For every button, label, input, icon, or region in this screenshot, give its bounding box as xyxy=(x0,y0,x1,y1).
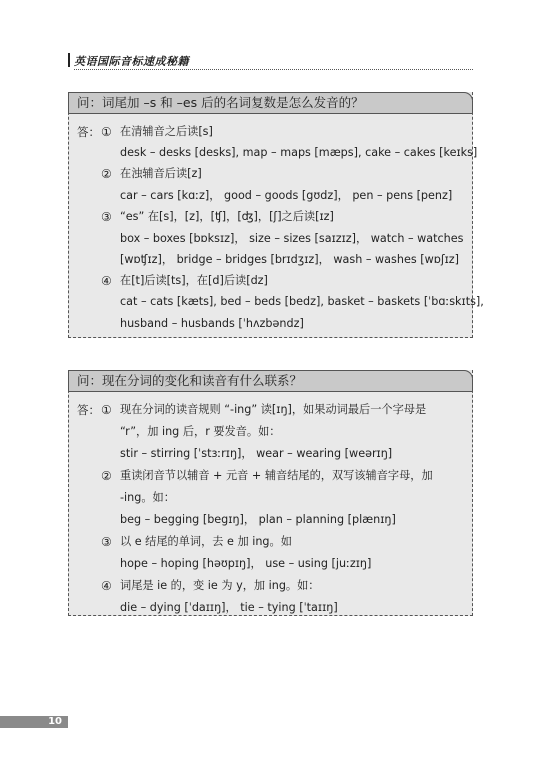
example-line: “r”，加 ing 后，r 要发音。如： xyxy=(120,425,281,438)
example-line: car – cars [kɑːz]， good – goods [gʊdz]， pen – pens [penz] xyxy=(120,189,453,202)
running-header xyxy=(68,53,473,69)
rule-text: “es” 在[s]，[z]，[ʧ]，[ʤ]，[ʃ]之后读[ɪz] xyxy=(120,210,334,223)
qa-box-plural xyxy=(68,92,484,338)
example-line: husband – husbands [ˈhʌzbəndz] xyxy=(120,317,304,330)
example-line: box – boxes [bɒksɪz]， size – sizes [saɪzɪz]， watch – watches xyxy=(120,232,464,245)
answer-label: 答： xyxy=(77,125,100,139)
example-line: hope – hoping [həʊpɪŋ]， use – using [juːzɪŋ] xyxy=(120,557,372,570)
page-number-bar xyxy=(0,716,68,728)
rule-text: 在浊辅音后读[z] xyxy=(120,167,202,180)
question-heading: 问：现在分词的变化和读音有什么联系？ xyxy=(68,370,473,392)
example-line: die – dying [ˈdaɪɪŋ]， tie – tying [ˈtaɪɪŋ] xyxy=(120,601,338,614)
rule-text: 词尾是 ie 的，变 ie 为 y，加 ing。如： xyxy=(120,579,320,592)
book-title: 英语国际音标速成秘籍 xyxy=(74,55,189,68)
example-line: desk – desks [desks], map – maps [mæps], cake – cakes [keɪks] xyxy=(120,146,478,159)
rule-text: 以 e 结尾的单词，去 e 加 ing。如 xyxy=(120,535,292,548)
example-line: -ing。如： xyxy=(120,491,175,504)
item-number: ② xyxy=(101,167,112,181)
rule-text: 在[t]后读[ts]，在[d]后读[dz] xyxy=(120,274,268,287)
item-number: ③ xyxy=(101,210,112,224)
rule-text: 现在分词的读音规则 “-ing” 读[ɪŋ]，如果动词最后一个字母是 xyxy=(120,403,427,416)
example-line: beg – begging [begɪŋ]， plan – planning [plænɪŋ] xyxy=(120,513,396,526)
qa-box-present-participle xyxy=(68,370,473,616)
item-number: ④ xyxy=(101,579,112,593)
example-line: stir – stirring [ˈstɜːrɪŋ]， wear – wearing [weərɪŋ] xyxy=(120,447,393,460)
header-bar xyxy=(68,53,70,67)
example-line: [wɒʧɪz]， bridge – bridges [brɪdʒɪz]， wash – washes [wɒʃɪz] xyxy=(120,253,459,266)
header-divider xyxy=(74,69,473,70)
rule-text: 在清辅音之后读[s] xyxy=(120,125,213,138)
item-number: ③ xyxy=(101,535,112,549)
rule-text: 重读闭音节以辅音 + 元音 + 辅音结尾的，双写该辅音字母，加 xyxy=(120,469,433,482)
item-number: ① xyxy=(101,125,112,139)
item-number: ① xyxy=(101,403,112,417)
answer-label: 答： xyxy=(77,403,100,417)
page-number: 10 xyxy=(48,716,62,727)
question-heading: 问：词尾加 –s 和 –es 后的名词复数是怎么发音的？ xyxy=(68,92,473,114)
item-number: ④ xyxy=(101,274,112,288)
item-number: ② xyxy=(101,469,112,483)
example-line: cat – cats [kæts], bed – beds [bedz], basket – baskets [ˈbɑːskɪts], xyxy=(120,295,484,308)
